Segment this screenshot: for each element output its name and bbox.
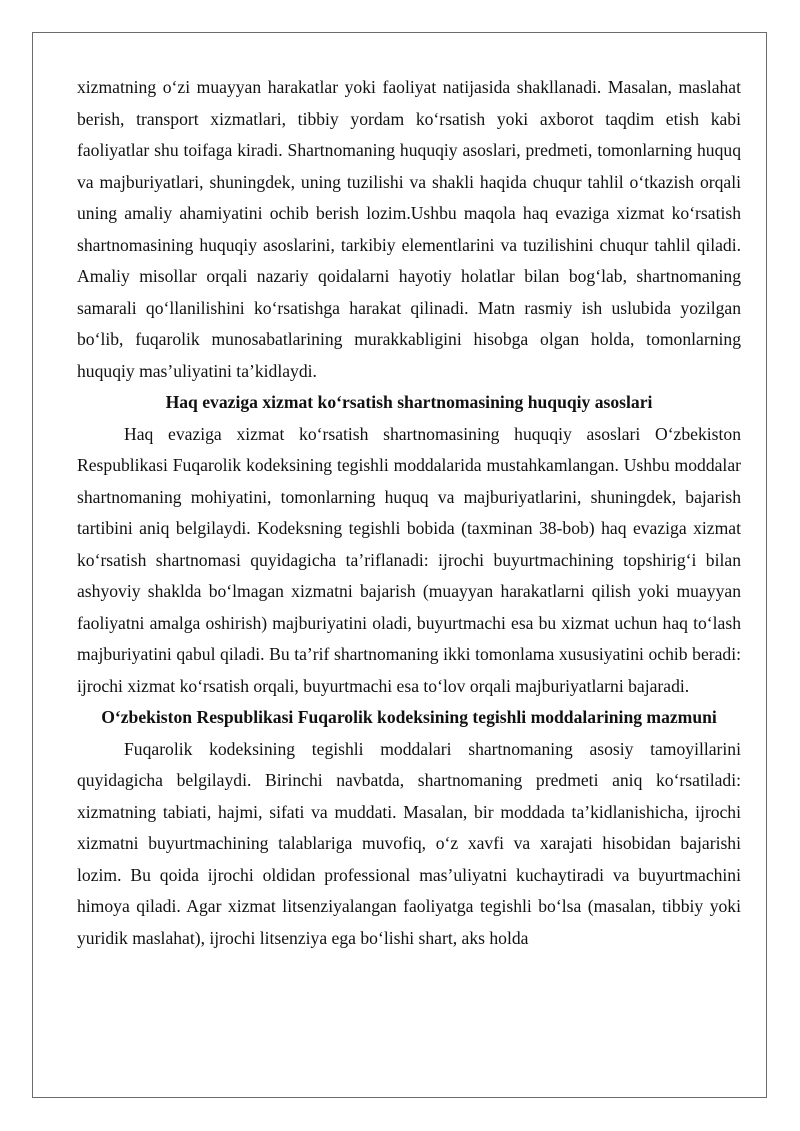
section-heading-civil-code: O‘zbekiston Respublikasi Fuqarolik kodeksining tegishli moddalarining mazmuni <box>101 707 717 727</box>
paragraph-legal-basis: Haq evaziga xizmat ko‘rsatish shartnomasining huquqiy asoslari O‘zbekiston Respublikasi Fuqarolik kodeksining tegishli moddalarida mustahkamlangan. Ushbu moddalar shartnomaning mohiyatini, tomonlarning huquq va majburiyatlarini, shuningdek, bajarish tartibini aniq belgilaydi. Kodeksning tegishli bobida (taxminan 38-bob) haq evaziga xizmat ko‘rsatish shartnomasi quyidagicha ta’riflanadi: ijrochi buyurtmachining topshirig‘i bilan ashyoviy shaklda bo‘lmagan xizmatni bajarish (muayyan harakatlarni qilish yoki muayyan faoliyatni amalga oshirish) majburiyatini oladi, buyurtmachi esa bu xizmat uchun haq to‘lash majburiyatini qabul qiladi. Bu ta’rif shartnomaning ikki tomonlama xususiyatini ochib beradi: ijrochi xizmat ko‘rsatish orqali, buyurtmachi esa to‘lov orqali majburiyatlarni bajaradi. <box>77 423 741 696</box>
document-body <box>77 72 741 954</box>
section-heading-legal-basis: Haq evaziga xizmat ko‘rsatish shartnomasining huquqiy asoslari <box>165 392 653 412</box>
paragraph-civil-code: Fuqarolik kodeksining tegishli moddalari shartnomaning asosiy tamoyillarini quyidagicha belgilaydi. Birinchi navbatda, shartnomaning predmeti aniq ko‘rsatiladi: xizmatning tabiati, hajmi, sifati va muddati. Masalan, bir moddada ta’kidlanishicha, ijrochi xizmatni buyurtmachining talablariga muvofiq, o‘z xavfi va xarajati hisobidan bajarishi lozim. Bu qoida ijrochi oldidan professional mas’uliyatni kuchaytiradi va buyurtmachini himoya qiladi. Agar xizmat litsenziyalangan faoliyatga tegishli bo‘lsa (masalan, tibbiy yoki yuridik maslahat), ijrochi litsenziya ega bo‘lishi shart, aks holda <box>77 738 741 948</box>
intro-paragraph: xizmatning o‘zi muayyan harakatlar yoki faoliyat natijasida shakllanadi. Masalan, maslahat berish, transport xizmatlari, tibbiy yordam ko‘rsatish yoki axborot taqdim etish kabi faoliyatlar shu toifaga kiradi. Shartnomaning huquqiy asoslari, predmeti, tomonlarning huquq va majburiyatlari, shuningdek, uning tuzilishi va shakli haqida chuqur tahlil o‘tkazish orqali uning amaliy ahamiyatini ochib berish lozim.Ushbu maqola haq evaziga xizmat ko‘rsatish shartnomasining huquqiy asoslarini, tarkibiy elementlarini va tuzilishini chuqur tahlil qiladi. Amaliy misollar orqali nazariy qoidalarni hayotiy holatlar bilan bog‘lab, shartnomaning samarali qo‘llanilishini ko‘rsatishga harakat qilinadi. Matn rasmiy ish uslubida yozilgan bo‘lib, fuqarolik munosabatlarining murakkabligini hisobga olgan holda, tomonlarning huquqiy mas’uliyatini ta’kidlaydi. <box>77 77 741 381</box>
